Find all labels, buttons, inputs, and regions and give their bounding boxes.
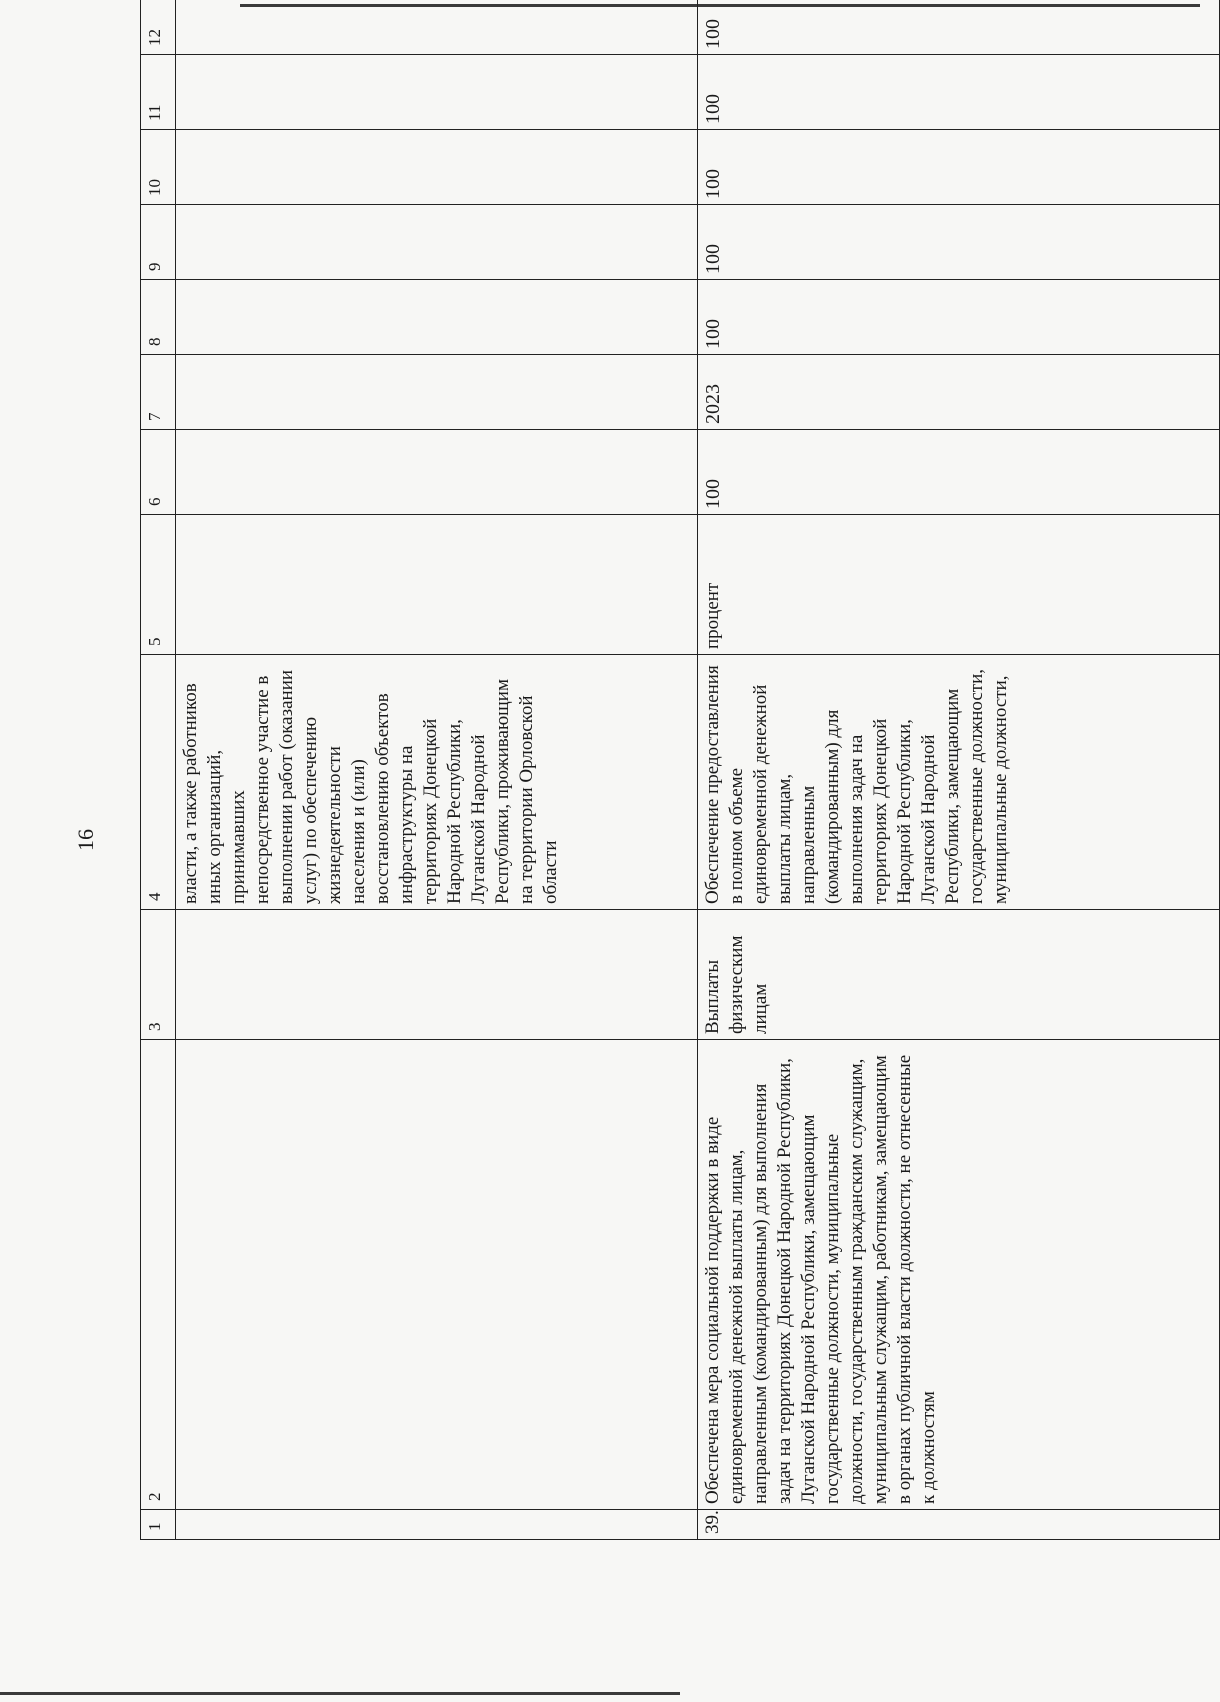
- cell-row1-col1: [176, 1510, 698, 1540]
- col-header-6: 6: [141, 430, 176, 515]
- col-header-3: 3: [141, 910, 176, 1040]
- cell-row2-col7: 2023: [698, 355, 1220, 430]
- col-header-4: 4: [141, 655, 176, 910]
- cell-row1-col5: [176, 515, 698, 655]
- cell-row2-col4: Обеспечение предоставления в полном объеме единовременной денежной выплаты лицам, направленным (командированным) для выполнения задач на территориях Донецкой Народной Республики, Луганской Народной Республики, замещающим государственные должности, муниципальные должности,: [698, 655, 1220, 910]
- cell-row2-col1: 39.: [698, 1510, 1220, 1540]
- cell-row2-col5: процент: [698, 515, 1220, 655]
- cell-row2-col9: 100: [698, 205, 1220, 280]
- indicators-table: [140, 0, 1220, 1540]
- cell-row2-col12: 100: [698, 0, 1220, 55]
- cell-row1-col8: [176, 280, 698, 355]
- col-header-2: 2: [141, 1040, 176, 1510]
- scan-edge-bottom: [0, 1692, 680, 1695]
- table-row: [176, 0, 698, 1540]
- cell-row1-col2: [176, 1040, 698, 1510]
- col-header-9: 9: [141, 205, 176, 280]
- cell-row1-col7: [176, 355, 698, 430]
- col-header-1: 1: [141, 1510, 176, 1540]
- col-header-7: 7: [141, 355, 176, 430]
- cell-row1-col11: [176, 55, 698, 130]
- cell-row1-col12: [176, 0, 698, 55]
- cell-row2-col3: Выплаты физическим лицам: [698, 910, 1220, 1040]
- cell-row1-col9: [176, 205, 698, 280]
- cell-row2-col2: Обеспечена мера социальной поддержки в виде единовременной денежной выплаты лицам, направленным (командированным) для выполнения задач на территориях Донецкой Народной Республики, Луганской Народной Республики, замещающим государственные должности, муниципальные должности, государственным гражданским служащим, муниципальным служащим, работникам, замещающим в органах публичной власти должности, не отнесенные к должностям: [698, 1040, 1220, 1510]
- col-header-11: 11: [141, 55, 176, 130]
- col-header-10: 10: [141, 130, 176, 205]
- cell-row1-col10: [176, 130, 698, 205]
- rotated-table-container: [140, 19, 1215, 1540]
- cell-row1-col4: власти, а также работников иных организаций, принимавших непосредственное участие в выполнении работ (оказании услуг) по обеспечению жизнедеятельности населения и (или) восстановлению объектов инфраструктуры на территориях Донецкой Народной Республики, Луганской Народной Республики, проживающим на территории Орловской области: [176, 655, 698, 910]
- table-frame: [140, 19, 1215, 1540]
- cell-row1-col6: [176, 430, 698, 515]
- col-header-12: 12: [141, 0, 176, 55]
- cell-row2-col8: 100: [698, 280, 1220, 355]
- cell-row2-col11: 100: [698, 55, 1220, 130]
- col-header-8: 8: [141, 280, 176, 355]
- cell-row2-col6: 100: [698, 430, 1220, 515]
- cell-row2-col10: 100: [698, 130, 1220, 205]
- col-header-5: 5: [141, 515, 176, 655]
- cell-row1-col3: [176, 910, 698, 1040]
- header-row: [141, 0, 176, 1540]
- page-number: 16: [73, 829, 98, 851]
- table-row: [698, 0, 1220, 1540]
